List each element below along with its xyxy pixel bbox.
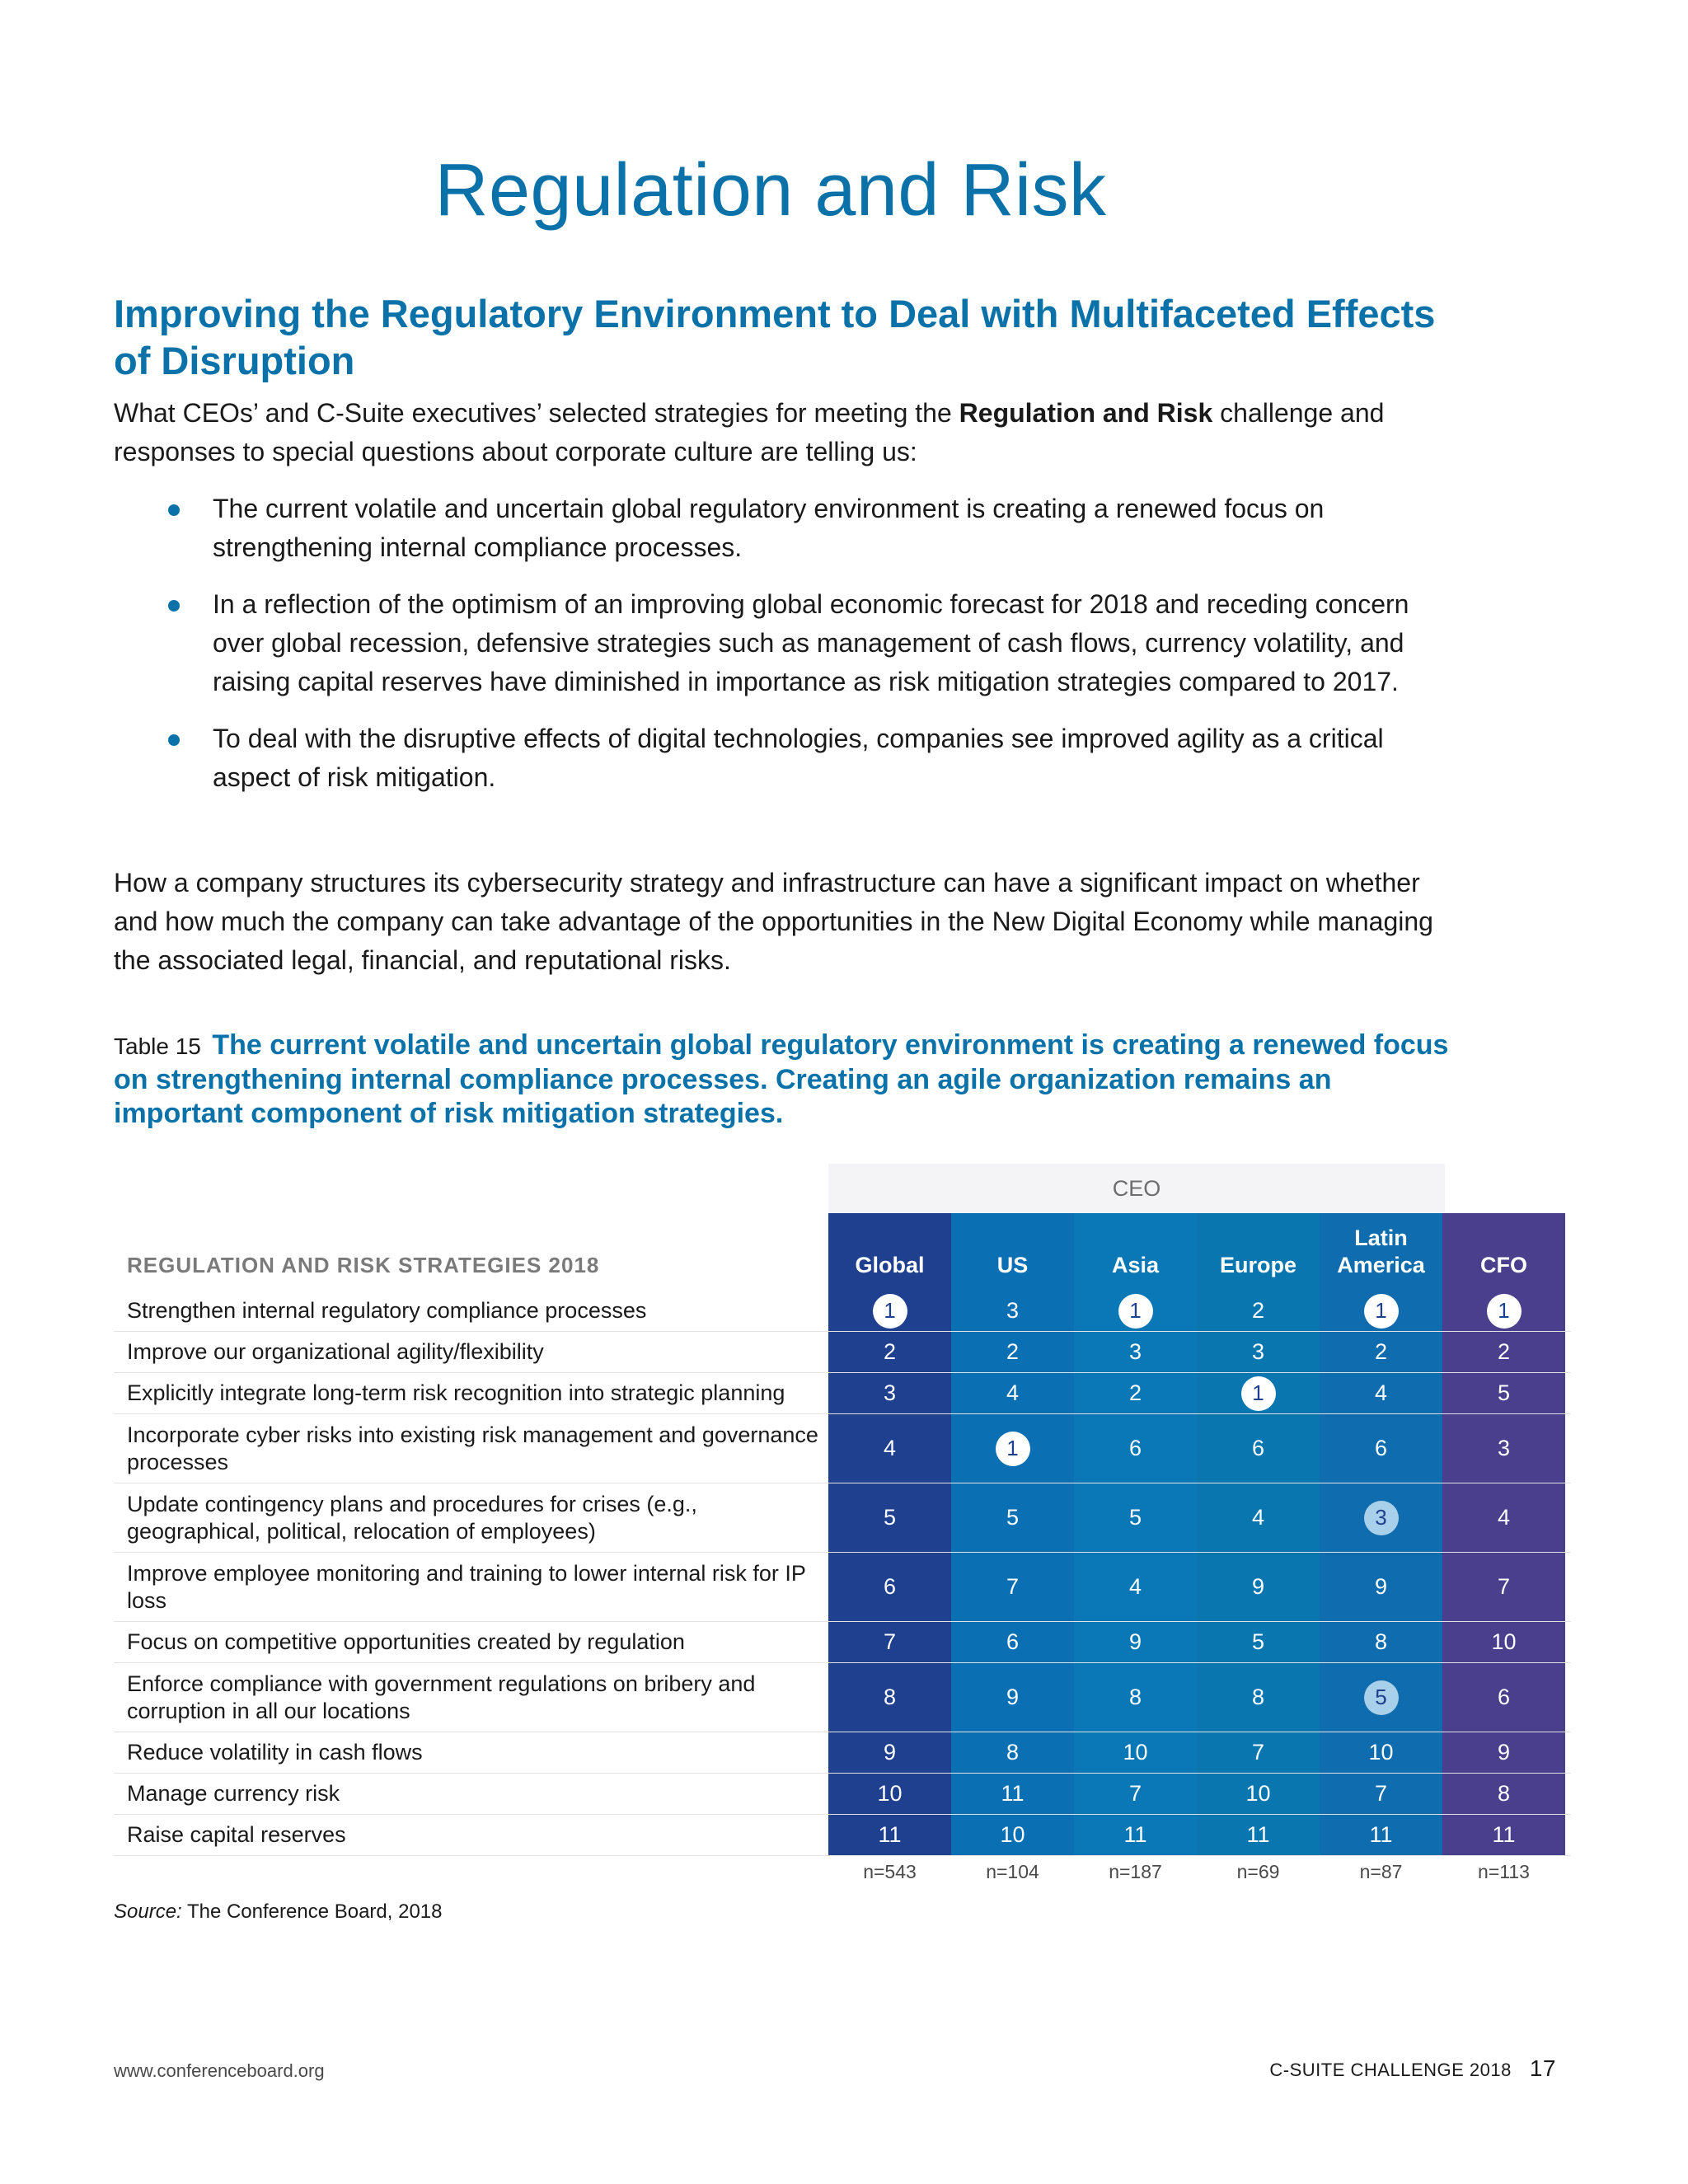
rank-cell-cfo: 10 (1442, 1622, 1565, 1662)
rank-cell-us: 7 (951, 1553, 1074, 1621)
rank-cell-global: 3 (828, 1373, 951, 1413)
rank-cell-latin-america: 11 (1320, 1815, 1442, 1855)
table-row (114, 1732, 1571, 1774)
rank-cell-europe: 2 (1197, 1291, 1320, 1331)
top-rank-badge: 1 (1118, 1294, 1153, 1329)
rank-cell-us: 3 (951, 1291, 1074, 1331)
rank-cell-asia: 3 (1074, 1332, 1197, 1372)
rank-cell-europe: 7 (1197, 1732, 1320, 1773)
table-row (114, 1291, 1571, 1332)
rank-cell-global: 11 (828, 1815, 951, 1855)
bullet-dot-icon (168, 600, 180, 612)
top-rank-badge: 1 (1364, 1294, 1399, 1329)
rank-cell-global (828, 1291, 951, 1331)
rank-cell-asia: 11 (1074, 1815, 1197, 1855)
rank-cell-latin-america: 9 (1320, 1553, 1442, 1621)
column-header-cfo: CFO (1442, 1213, 1565, 1291)
rank-cell-us: 10 (951, 1815, 1074, 1855)
rank-cell-us: 11 (951, 1774, 1074, 1814)
strategy-label: Explicitly integrate long-term risk recognition into strategic planning (127, 1380, 785, 1405)
table-row (114, 1414, 1571, 1483)
table-row (114, 1332, 1571, 1373)
rank-cell-europe: 11 (1197, 1815, 1320, 1855)
rank-cell-latin-america (1320, 1483, 1442, 1552)
strategy-label: Reduce volatility in cash flows (127, 1740, 423, 1765)
column-header-europe: Europe (1197, 1213, 1320, 1291)
intro-paragraph (114, 394, 1449, 471)
top-rank-badge: 1 (873, 1294, 907, 1329)
rank-cell-latin-america: 2 (1320, 1332, 1442, 1372)
strategy-label: Enforce compliance with government regulations on bribery and corruption in all our locations (127, 1671, 756, 1723)
row-header-label: REGULATION AND RISK STRATEGIES 2018 (127, 1253, 600, 1277)
intro-text-bold: Regulation and Risk (959, 398, 1213, 428)
rank-cell-latin-america: 7 (1320, 1774, 1442, 1814)
rank-cell-latin-america (1320, 1663, 1442, 1732)
strategy-label: Incorporate cyber risks into existing risk management and governance processes (127, 1422, 818, 1474)
column-header-global: Global (828, 1213, 951, 1291)
rank-cell-europe: 8 (1197, 1663, 1320, 1732)
rank-cell-asia: 9 (1074, 1622, 1197, 1662)
highlight-rank-badge: 5 (1364, 1680, 1399, 1715)
rank-cell-us: 8 (951, 1732, 1074, 1773)
rank-cell-cfo: 3 (1442, 1414, 1565, 1483)
bullet-list (114, 490, 1449, 815)
rank-cell-us: 9 (951, 1663, 1074, 1732)
rank-cell-latin-america (1320, 1291, 1442, 1331)
strategy-label: Raise capital reserves (127, 1822, 346, 1847)
bullet-item (114, 490, 1449, 567)
section-heading: Improving the Regulatory Environment to Deal with Multifaceted Effects of Disruption (114, 292, 1436, 382)
rank-cell-cfo: 11 (1442, 1815, 1565, 1855)
rank-cell-europe: 9 (1197, 1553, 1320, 1621)
bullet-item (114, 585, 1449, 701)
bullet-dot-icon (168, 734, 180, 746)
strategy-label: Improve our organizational agility/flexibility (127, 1339, 544, 1364)
rank-cell-asia: 7 (1074, 1774, 1197, 1814)
publication-name: C-SUITE CHALLENGE 2018 (1269, 2060, 1512, 2080)
table-row (114, 1553, 1571, 1622)
strategy-label: Manage currency risk (127, 1781, 340, 1806)
table-row (114, 1622, 1571, 1663)
rank-cell-cfo: 7 (1442, 1553, 1565, 1621)
rank-cell-global: 5 (828, 1483, 951, 1552)
rank-cell-europe: 10 (1197, 1774, 1320, 1814)
rank-cell-us: 5 (951, 1483, 1074, 1552)
rank-cell-global: 4 (828, 1414, 951, 1483)
rank-cell-asia: 5 (1074, 1483, 1197, 1552)
bullet-text: To deal with the disruptive effects of digital technologies, companies see improved agility as a critical aspect of risk mitigation. (213, 724, 1384, 792)
table-tag: Table 15 (114, 1033, 201, 1059)
top-rank-badge: 1 (996, 1432, 1030, 1466)
rank-cell-asia: 8 (1074, 1663, 1197, 1732)
strategy-label: Update contingency plans and procedures for crises (e.g., geographical, political, relocation of employees) (127, 1491, 697, 1544)
footer-url[interactable]: www.conferenceboard.org (114, 2060, 325, 2081)
bullet-text: In a reflection of the optimism of an improving global economic forecast for 2018 and receding concern over global recession, defensive strategies such as management of cash flows, currency volatility, and raising capital reserves have diminished in importance as risk mitigation strategies compared to 2017. (213, 589, 1409, 696)
table-row (114, 1774, 1571, 1815)
strategy-label: Improve employee monitoring and training to lower internal risk for IP loss (127, 1560, 806, 1613)
table-row (114, 1663, 1571, 1732)
strategy-label: Strengthen internal regulatory compliance processes (127, 1298, 647, 1323)
sample-size-global: n=543 (863, 1861, 917, 1882)
sample-size-us: n=104 (986, 1861, 1039, 1882)
strategies-table (114, 1213, 1571, 1891)
rank-cell-asia: 10 (1074, 1732, 1197, 1773)
sample-size-europe: n=69 (1236, 1861, 1280, 1882)
rank-cell-europe: 4 (1197, 1483, 1320, 1552)
rank-cell-europe (1197, 1373, 1320, 1413)
source-text: The Conference Board, 2018 (181, 1900, 443, 1923)
rank-cell-asia (1074, 1291, 1197, 1331)
rank-cell-europe: 6 (1197, 1414, 1320, 1483)
rank-cell-latin-america: 4 (1320, 1373, 1442, 1413)
table-header-row (114, 1213, 1571, 1291)
ceo-group-label: CEO (828, 1164, 1445, 1213)
table-row (114, 1373, 1571, 1414)
rank-cell-cfo: 9 (1442, 1732, 1565, 1773)
sample-size-row (114, 1861, 1571, 1891)
rank-cell-global: 7 (828, 1622, 951, 1662)
page-title: Regulation and Risk (434, 149, 1107, 232)
rank-cell-global: 2 (828, 1332, 951, 1372)
rank-cell-europe: 3 (1197, 1332, 1320, 1372)
cybersecurity-paragraph: How a company structures its cybersecurity strategy and infrastructure can have a significant impact on whether and how much the company can take advantage of the opportunities in the New Digital Economy while managing the associated legal, financial, and reputational risks. (114, 868, 1433, 975)
rank-cell-cfo: 6 (1442, 1663, 1565, 1732)
table-caption-text: The current volatile and uncertain global regulatory environment is creating a renewed focus on strengthening internal compliance processes. Creating an agile organization remains an important component of risk mitigation strategies. (114, 1029, 1449, 1129)
rank-cell-asia: 4 (1074, 1553, 1197, 1621)
rank-cell-asia: 2 (1074, 1373, 1197, 1413)
top-rank-badge: 1 (1241, 1376, 1276, 1411)
table-row (114, 1815, 1571, 1856)
strategy-label: Focus on competitive opportunities created by regulation (127, 1629, 685, 1654)
bullet-text: The current volatile and uncertain global regulatory environment is creating a renewed focus on strengthening internal compliance processes. (213, 494, 1325, 562)
rank-cell-cfo: 2 (1442, 1332, 1565, 1372)
top-rank-badge: 1 (1487, 1294, 1522, 1329)
footer-publication (1269, 2055, 1556, 2082)
rank-cell-us: 2 (951, 1332, 1074, 1372)
rank-cell-global: 9 (828, 1732, 951, 1773)
sample-size-cfo: n=113 (1478, 1861, 1530, 1882)
rank-cell-cfo: 8 (1442, 1774, 1565, 1814)
rank-cell-global: 6 (828, 1553, 951, 1621)
rank-cell-cfo: 4 (1442, 1483, 1565, 1552)
intro-text-start: What CEOs’ and C-Suite executives’ selected strategies for meeting the (114, 398, 959, 428)
rank-cell-latin-america: 6 (1320, 1414, 1442, 1483)
rank-cell-global: 10 (828, 1774, 951, 1814)
table-row (114, 1483, 1571, 1553)
intro-text-end: challenge and responses to special questions about corporate culture are telling us: (114, 398, 1385, 466)
source-label: Source: (114, 1900, 182, 1923)
rank-cell-cfo: 5 (1442, 1373, 1565, 1413)
highlight-rank-badge: 3 (1364, 1501, 1399, 1535)
page-number: 17 (1529, 2055, 1556, 2081)
rank-cell-europe: 5 (1197, 1622, 1320, 1662)
column-header-latin-america: Latin America (1320, 1213, 1442, 1291)
rank-cell-latin-america: 10 (1320, 1732, 1442, 1773)
sample-size-latin-america: n=87 (1359, 1861, 1403, 1882)
column-header-asia: Asia (1074, 1213, 1197, 1291)
rank-cell-latin-america: 8 (1320, 1622, 1442, 1662)
rank-cell-global: 8 (828, 1663, 951, 1732)
sample-size-asia: n=187 (1109, 1861, 1162, 1882)
bullet-item (114, 719, 1449, 797)
rank-cell-cfo (1442, 1291, 1565, 1331)
bullet-dot-icon (168, 504, 180, 516)
rank-cell-us (951, 1414, 1074, 1483)
table-body (114, 1291, 1571, 1856)
source-note (114, 1900, 443, 1924)
rank-cell-asia: 6 (1074, 1414, 1197, 1483)
rank-cell-us: 4 (951, 1373, 1074, 1413)
column-header-us: US (951, 1213, 1074, 1291)
table-caption (114, 1029, 1465, 1131)
rank-cell-us: 6 (951, 1622, 1074, 1662)
